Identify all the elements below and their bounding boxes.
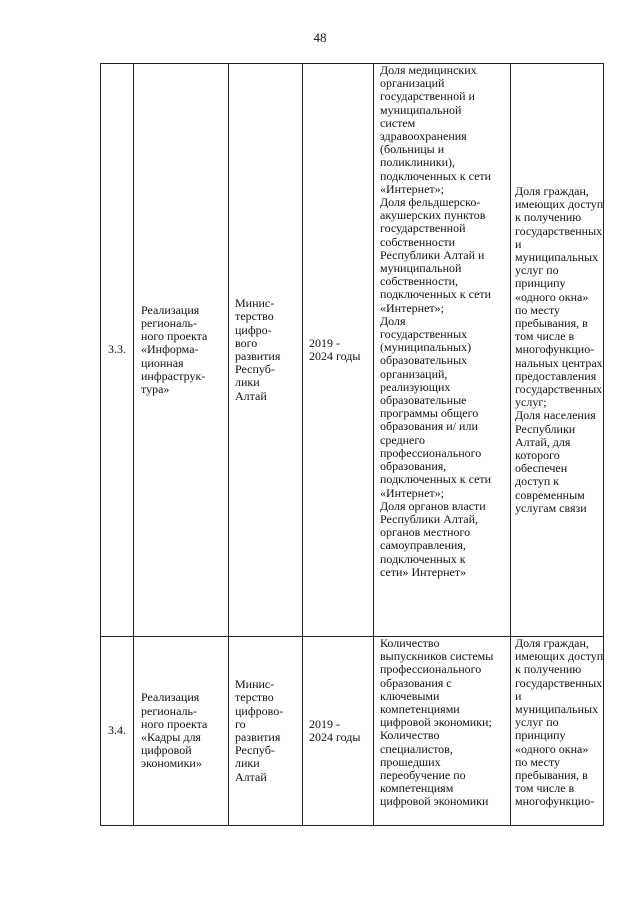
results-line: Доля населения xyxy=(515,408,596,423)
results-line: и xyxy=(515,688,522,703)
executor-line: развития xyxy=(235,730,281,744)
indicators-line: ключевыми xyxy=(380,688,440,703)
indicators-line: среднего xyxy=(380,432,425,447)
project-name-line: Реализация xyxy=(141,690,200,705)
executor-line: развития xyxy=(235,349,281,363)
term-line: 2019 - xyxy=(309,335,340,350)
results-line: к получению xyxy=(515,662,582,677)
results-line: государственных xyxy=(515,675,603,690)
project-name-line: региональ- xyxy=(141,315,197,330)
indicators-line: образования и/ или xyxy=(380,419,478,434)
term xyxy=(303,637,374,826)
project-name xyxy=(134,64,229,637)
project-name-line: ного проекта xyxy=(141,329,208,344)
indicators-line: «Интернет»; xyxy=(380,485,444,500)
project-name-line: «Кадры для xyxy=(141,730,201,744)
results-line: услуг по xyxy=(515,263,559,278)
indicators-line: (больницы и xyxy=(380,142,445,157)
project-name-line: ного проекта xyxy=(141,716,208,731)
executor-line: терство xyxy=(235,309,274,324)
term-line: 2024 годы xyxy=(309,349,361,363)
indicators-line: цифровой экономики; xyxy=(380,715,492,730)
indicators-line: акушерских пунктов xyxy=(380,208,486,223)
executor-line: Минис- xyxy=(235,677,275,692)
indicators-line: Доля фельдшерско- xyxy=(380,195,481,210)
indicators-line: самоуправления, xyxy=(380,538,466,553)
indicators-line: «Интернет»; xyxy=(380,300,444,315)
results-line: по месту xyxy=(515,754,561,769)
results-line: Алтай, для xyxy=(515,434,571,449)
executor-line: лики xyxy=(235,756,260,771)
project-name xyxy=(134,637,229,826)
results-line: услугам связи xyxy=(515,500,587,515)
indicators-line: образования, xyxy=(380,459,447,474)
term-line: 2024 годы xyxy=(309,730,361,744)
executor-line: го xyxy=(235,716,246,731)
results-line: современным xyxy=(515,487,585,502)
results xyxy=(511,64,604,637)
executor-line: Алтай xyxy=(235,388,267,403)
executor-line: цифрово- xyxy=(235,703,284,718)
results-line: к получению xyxy=(515,210,582,225)
indicators-line: подключенных к сети xyxy=(380,168,492,183)
project-name-line: Реализация xyxy=(141,302,200,317)
indicators-line: компетенциями xyxy=(380,702,460,717)
indicators-line: «Интернет»; xyxy=(380,181,444,196)
results-line: муниципальных xyxy=(515,702,599,717)
executor-line: Респуб- xyxy=(235,362,275,377)
project-name-line: цифровой xyxy=(141,743,192,758)
indicators-line: Республики Алтай и xyxy=(380,247,485,262)
executor-line: цифро- xyxy=(235,322,272,337)
project-name-line: ционная xyxy=(141,355,184,370)
indicators-line: муниципальной xyxy=(380,261,462,276)
results-line: предоставления xyxy=(515,368,597,383)
results-line: государственных xyxy=(515,223,603,238)
indicators-line: государственной и xyxy=(380,89,475,104)
executor-line: терство xyxy=(235,690,274,705)
indicators-line: Доля xyxy=(380,313,406,328)
indicators xyxy=(374,64,511,637)
results-line: том числе в xyxy=(515,781,575,796)
page-number: 48 xyxy=(313,30,327,45)
results-line: «одного окна» xyxy=(515,741,589,756)
indicators-line: систем xyxy=(380,115,416,130)
indicators-line: Количество xyxy=(380,728,440,743)
results-line: «одного окна» xyxy=(515,289,589,304)
indicators-line: профессионального xyxy=(380,662,482,677)
program-table xyxy=(100,63,604,826)
project-name-line: «Информа- xyxy=(141,342,199,357)
executor-line: Алтай xyxy=(235,769,267,784)
indicators-line: собственности, xyxy=(380,274,459,289)
indicators-line: поликлиники), xyxy=(380,155,456,170)
indicators-line: образовательных xyxy=(380,353,468,368)
indicators-line: переобучение по xyxy=(380,768,466,783)
results-line: нальных центрах xyxy=(515,355,603,370)
indicators xyxy=(374,637,511,826)
indicators-line: подключенных к xyxy=(380,551,466,566)
results-line: муниципальных xyxy=(515,249,599,264)
indicators-line: организаций, xyxy=(380,366,448,381)
results-line: многофункцио- xyxy=(515,794,595,809)
term xyxy=(303,64,374,637)
row-number: 3.4. xyxy=(101,637,134,826)
indicators-line: подключенных к сети xyxy=(380,287,492,302)
indicators-line: программы общего xyxy=(380,406,479,421)
results-line: имеющих доступ xyxy=(515,197,604,212)
table-row xyxy=(101,637,604,826)
results-line: услуг по xyxy=(515,715,559,730)
project-name-line: тура» xyxy=(141,382,170,396)
indicators-line: здравоохранения xyxy=(380,129,467,144)
indicators-line: государственной xyxy=(380,221,466,236)
results-line: и xyxy=(515,236,522,251)
indicators-line: органов местного xyxy=(380,525,471,540)
results-line: Республики xyxy=(515,421,576,436)
results-line: имеющих доступ xyxy=(515,649,604,664)
project-name-line: инфраструк- xyxy=(141,368,206,383)
indicators-line: профессионального xyxy=(380,445,482,460)
results-line: пребывания, в xyxy=(515,768,588,783)
results-line: пребывания, в xyxy=(515,315,588,330)
results-line: по месту xyxy=(515,302,561,317)
executor xyxy=(229,637,303,826)
indicators-line: сети» Интернет» xyxy=(380,564,467,579)
indicators-line: собственности xyxy=(380,234,456,249)
indicators-line: Республики Алтай, xyxy=(380,511,478,526)
results xyxy=(511,637,604,826)
executor-line: Респуб- xyxy=(235,743,275,758)
indicators-line: прошедших xyxy=(380,754,441,769)
results-line: том числе в xyxy=(515,329,575,344)
indicators-line: организаций xyxy=(380,76,445,91)
results-line: обеспечен xyxy=(515,461,568,476)
indicators-line: подключенных к сети xyxy=(380,472,492,487)
executor xyxy=(229,64,303,637)
row-number: 3.3. xyxy=(101,64,134,637)
executor-line: лики xyxy=(235,375,260,390)
indicators-line: Доля медицинских xyxy=(380,63,477,77)
results-line: принципу xyxy=(515,728,566,743)
indicators-line: государственных xyxy=(380,327,468,342)
indicators-line: образовательные xyxy=(380,393,467,408)
results-line: доступ к xyxy=(515,474,560,489)
term-line: 2019 - xyxy=(309,716,340,731)
executor-line: вого xyxy=(235,335,258,350)
indicators-line: образования с xyxy=(380,675,452,690)
results-line: принципу xyxy=(515,276,566,291)
indicators-line: Количество xyxy=(380,636,440,650)
table-row xyxy=(101,64,604,637)
results-line: Доля граждан, xyxy=(515,183,589,198)
project-name-line: региональ- xyxy=(141,703,197,718)
results-line: услуг; xyxy=(515,395,547,410)
results-line: которого xyxy=(515,448,560,463)
indicators-line: реализующих xyxy=(380,379,451,394)
indicators-line: цифровой экономики xyxy=(380,794,489,809)
indicators-line: компетенциям xyxy=(380,781,454,796)
project-name-line: экономики» xyxy=(141,756,202,771)
results-line: государственных xyxy=(515,382,603,396)
indicators-line: (муниципальных) xyxy=(380,340,472,355)
results-line: многофункцио- xyxy=(515,342,595,357)
indicators-line: Доля органов власти xyxy=(380,498,486,513)
indicators-line: выпускников системы xyxy=(380,649,494,664)
indicators-line: специалистов, xyxy=(380,741,453,756)
indicators-line: муниципальной xyxy=(380,102,462,117)
executor-line: Минис- xyxy=(235,296,275,311)
results-line: Доля граждан, xyxy=(515,636,589,650)
